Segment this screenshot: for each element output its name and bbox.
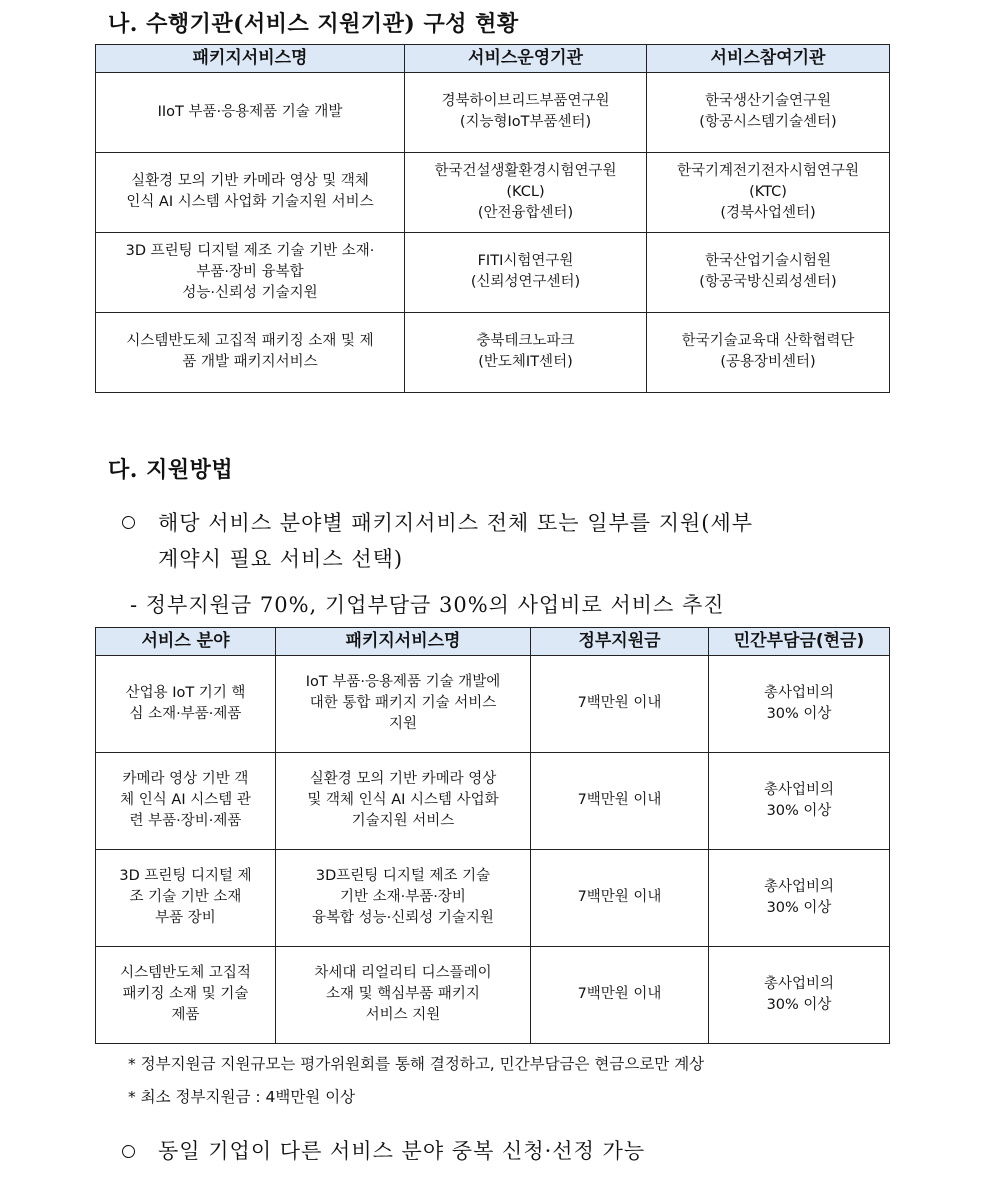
header-operator: 서비스운영기관 (405, 45, 647, 73)
header-package-service: 패키지서비스명 (276, 628, 531, 656)
service-field-cell: 카메라 영상 기반 객 체 인식 AI 시스템 관 련 부품·장비·제품 (96, 752, 276, 849)
operator-cell: FITI시험연구원 (신뢰성연구센터) (405, 232, 647, 312)
package-service-cell: 실환경 모의 기반 카메라 영상 및 객체 인식 AI 시스템 사업화 기술지원 서비스 (276, 752, 531, 849)
package-service-cell: 3D프린팅 디지털 제조 기술 기반 소재·부품·장비 융복합 성능·신뢰성 기술지원 (276, 849, 531, 946)
table-row (96, 232, 890, 312)
package-service-cell: IoT 부품·응용제품 기술 개발에 대한 통합 패키지 기술 서비스 지원 (276, 655, 531, 752)
header-private-cost: 민간부담금(현금) (709, 628, 890, 656)
header-service-field: 서비스 분야 (96, 628, 276, 656)
table-row (96, 312, 890, 392)
participant-cell: 한국산업기술시험원 (항공국방신뢰성센터) (647, 232, 890, 312)
operator-cell: 경북하이브리드부품연구원 (지능형IoT부품센터) (405, 72, 647, 152)
package-name-cell: 3D 프린팅 디지털 제조 기술 기반 소재· 부품·장비 융복합 성능·신뢰성 기술지원 (96, 232, 405, 312)
table-row (96, 655, 890, 752)
private-cost-cell: 총사업비의 30% 이상 (709, 655, 890, 752)
service-field-cell: 시스템반도체 고집적 패키징 소재 및 기술 제품 (96, 946, 276, 1043)
section-title-na: 나. 수행기관(서비스 지원기관) 구성 현황 (108, 11, 519, 37)
private-cost-cell: 총사업비의 30% 이상 (709, 946, 890, 1043)
bullet-duplicate-application: 동일 기업이 다른 서비스 분야 중복 신청·선정 가능 (158, 1139, 646, 1163)
package-name-cell: 실환경 모의 기반 카메라 영상 및 객체 인식 AI 시스템 사업화 기술지원 서비스 (96, 152, 405, 232)
service-field-cell: 산업용 IoT 기기 핵 심 소재·부품·제품 (96, 655, 276, 752)
bullet-support-scope-line1: 해당 서비스 분야별 패키지서비스 전체 또는 일부를 지원(세부 (158, 511, 754, 535)
private-cost-cell: 총사업비의 30% 이상 (709, 849, 890, 946)
gov-funding-cell: 7백만원 이내 (531, 849, 709, 946)
section-title-da: 다. 지원방법 (108, 457, 234, 483)
bullet-support-scope-line2: 계약시 필요 서비스 선택) (158, 547, 404, 571)
bullet-circle-icon (122, 512, 135, 531)
dash-funding-ratio: - 정부지원금 70%, 기업부담금 30%의 사업비로 서비스 추진 (130, 593, 725, 617)
participant-cell: 한국기술교육대 산학협력단 (공용장비센터) (647, 312, 890, 392)
gov-funding-cell: 7백만원 이내 (531, 946, 709, 1043)
package-name-cell: IIoT 부품·응용제품 기술 개발 (96, 72, 405, 152)
operator-cell: 충북테크노파크 (반도체IT센터) (405, 312, 647, 392)
table-row (96, 72, 890, 152)
header-participant: 서비스참여기관 (647, 45, 890, 73)
package-service-cell: 차세대 리얼리티 디스플레이 소재 및 핵심부품 패키지 서비스 지원 (276, 946, 531, 1043)
operator-cell: 한국건설생활환경시험연구원 (KCL) (안전융합센터) (405, 152, 647, 232)
header-package-name: 패키지서비스명 (96, 45, 405, 73)
gov-funding-cell: 7백만원 이내 (531, 655, 709, 752)
service-field-cell: 3D 프린팅 디지털 제 조 기술 기반 소재 부품 장비 (96, 849, 276, 946)
table-row (96, 946, 890, 1043)
table-row (96, 752, 890, 849)
note-funding-scale: * 정부지원금 지원규모는 평가위원회를 통해 결정하고, 민간부담금은 현금으로만 계상 (128, 1055, 705, 1073)
header-gov-funding: 정부지원금 (531, 628, 709, 656)
participant-cell: 한국생산기술연구원 (항공시스템기술센터) (647, 72, 890, 152)
table-row (96, 849, 890, 946)
table-row (96, 152, 890, 232)
package-name-cell: 시스템반도체 고집적 패키징 소재 및 제 품 개발 패키지서비스 (96, 312, 405, 392)
institution-table (95, 44, 890, 393)
bullet-circle-icon (122, 1141, 135, 1160)
note-min-funding: * 최소 정부지원금 : 4백만원 이상 (128, 1088, 356, 1106)
private-cost-cell: 총사업비의 30% 이상 (709, 752, 890, 849)
participant-cell: 한국기계전기전자시험연구원 (KTC) (경북사업센터) (647, 152, 890, 232)
support-method-table (95, 627, 890, 1044)
gov-funding-cell: 7백만원 이내 (531, 752, 709, 849)
